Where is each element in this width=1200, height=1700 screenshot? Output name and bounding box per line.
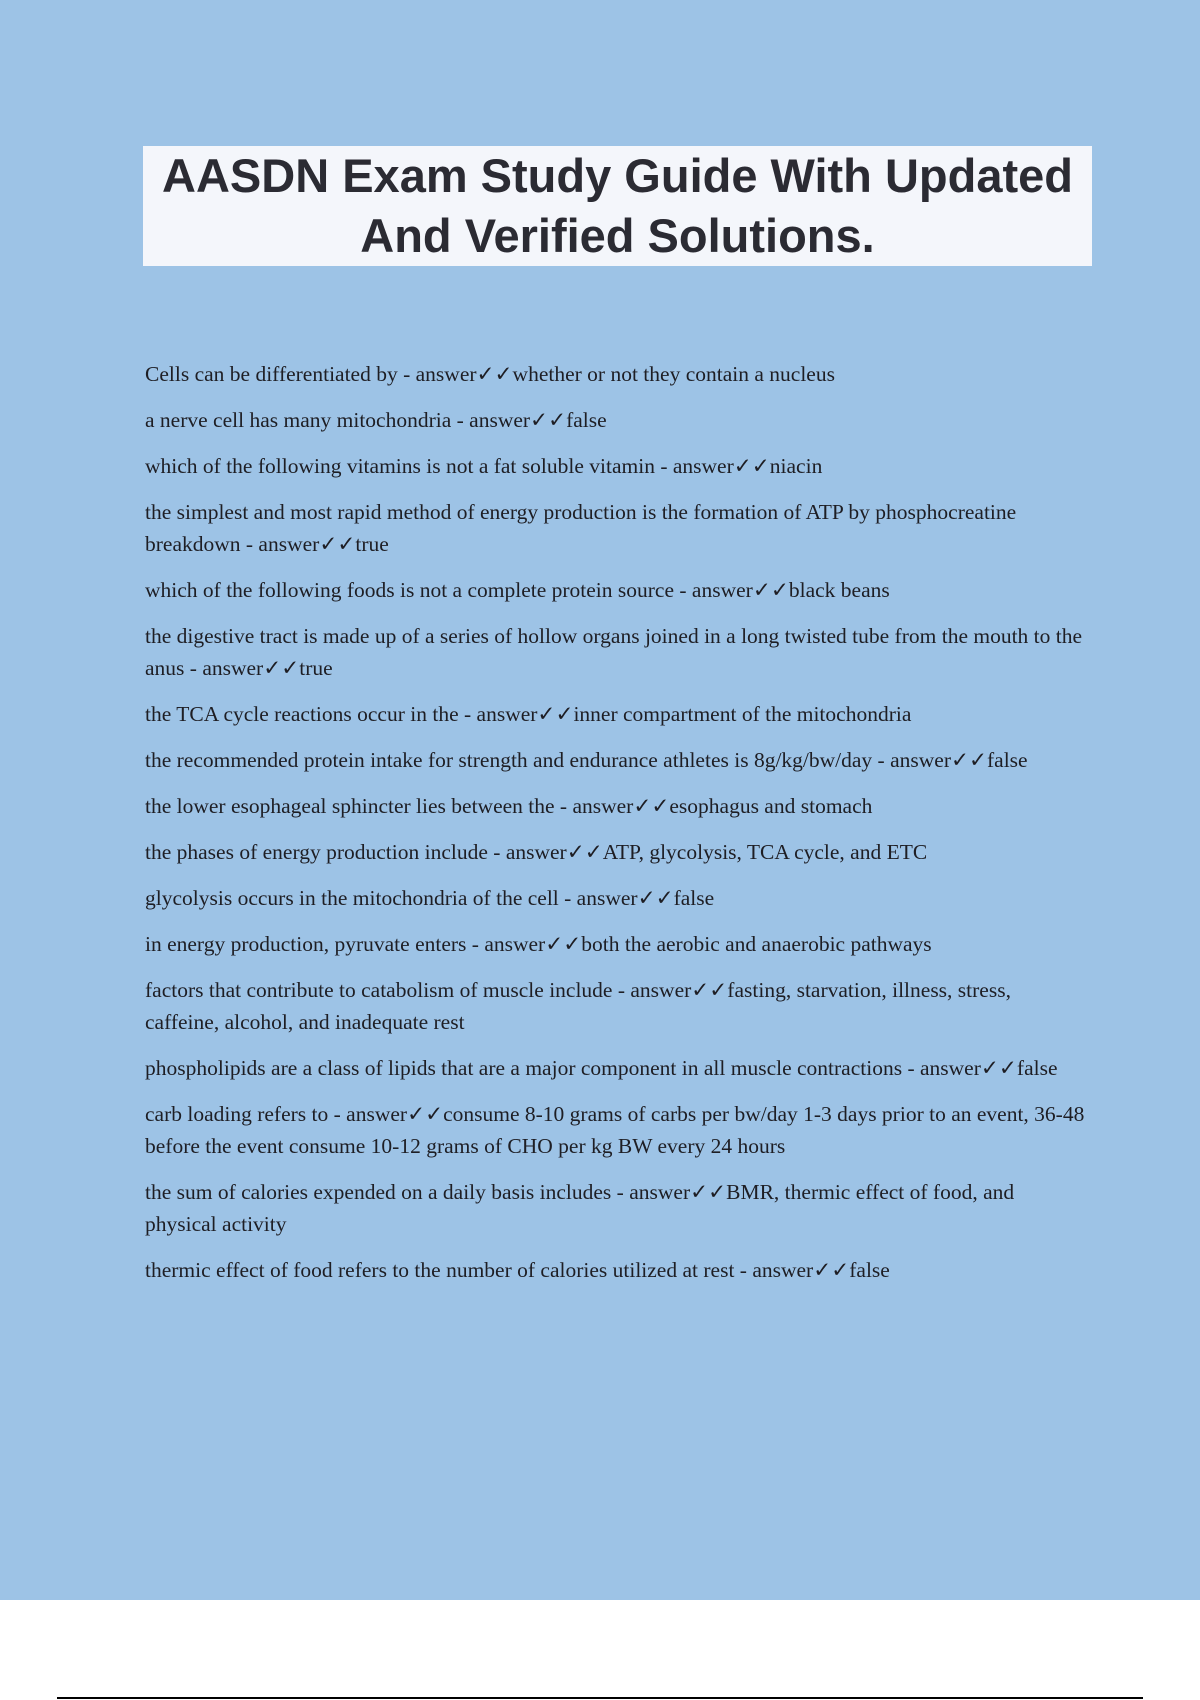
qa-item: glycolysis occurs in the mitochondria of the cell - answer✓✓false (145, 886, 715, 910)
qa-item: phospholipids are a class of lipids that are a major component in all muscle contractions - answer✓✓false (145, 1056, 1058, 1080)
qa-item: the TCA cycle reactions occur in the - answer✓✓inner compartment of the mitochondria (145, 702, 912, 726)
qa-item: the digestive tract is made up of a series of hollow organs joined in a long twisted tube from the mouth to the anus - answer✓✓true (145, 624, 1083, 680)
qa-item: the simplest and most rapid method of energy production is the formation of ATP by phosphocreatine breakdown - answer✓✓true (145, 500, 1017, 556)
document-title: AASDN Exam Study Guide With Updated And Verified Solutions. (162, 149, 1073, 262)
page-footer-rule (57, 1697, 1143, 1699)
qa-item: the sum of calories expended on a daily basis includes - answer✓✓BMR, thermic effect of food, and physical activity (145, 1180, 1015, 1236)
qa-item: which of the following vitamins is not a fat soluble vitamin - answer✓✓niacin (145, 454, 823, 478)
qa-item: the phases of energy production include - answer✓✓ATP, glycolysis, TCA cycle, and ETC (145, 840, 928, 864)
qa-item: a nerve cell has many mitochondria - answer✓✓false (145, 408, 607, 432)
qa-item: in energy production, pyruvate enters - answer✓✓both the aerobic and anaerobic pathways (145, 932, 932, 956)
title-banner (143, 146, 1092, 266)
qa-item: thermic effect of food refers to the number of calories utilized at rest - answer✓✓false (145, 1258, 890, 1282)
qa-item: Cells can be differentiated by - answer✓✓whether or not they contain a nucleus (145, 362, 835, 386)
question-answer-list (145, 358, 1085, 1300)
qa-item: the recommended protein intake for strength and endurance athletes is 8g/kg/bw/day - answer✓✓false (145, 748, 1028, 772)
qa-item: carb loading refers to - answer✓✓consume 8-10 grams of carbs per bw/day 1-3 days prior to an event, 36-48 before the event consume 10-12 grams of CHO per kg BW every 24 hours (145, 1102, 1085, 1158)
qa-item: the lower esophageal sphincter lies between the - answer✓✓esophagus and stomach (145, 794, 873, 818)
qa-item: factors that contribute to catabolism of muscle include - answer✓✓fasting, starvation, illness, stress, caffeine, alcohol, and inadequate rest (145, 978, 1011, 1034)
qa-item: which of the following foods is not a complete protein source - answer✓✓black beans (145, 578, 890, 602)
